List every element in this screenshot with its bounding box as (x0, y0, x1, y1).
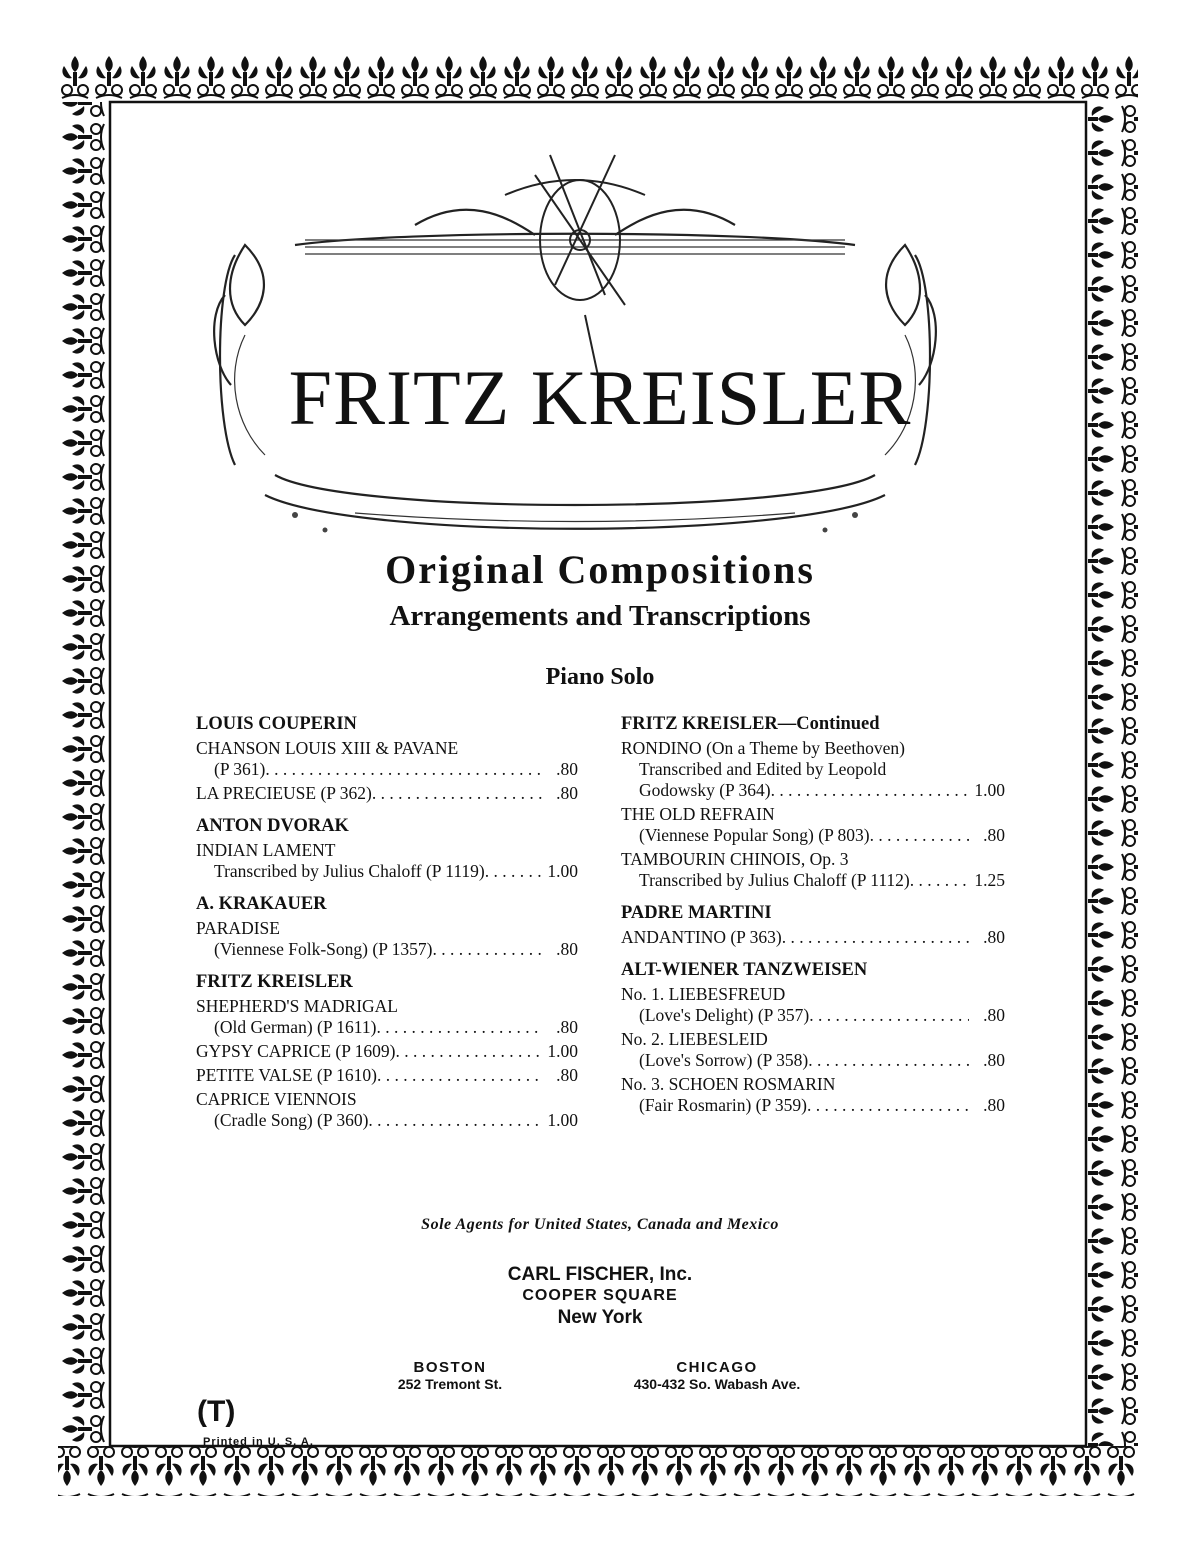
work-title: CAPRICE VIENNOIS (196, 1089, 357, 1109)
work-detail: (P 361) (214, 759, 266, 779)
price: 1.00 (547, 861, 578, 881)
price: .80 (983, 1005, 1005, 1025)
work-title: INDIAN LAMENT (196, 840, 336, 860)
work-title: THE OLD REFRAIN (621, 804, 775, 824)
composer-heading: PADRE MARTINI (621, 903, 772, 923)
work-title: SHEPHERD'S MADRIGAL (196, 996, 398, 1016)
catalog-entry (621, 1029, 1005, 1071)
work-detail: (Viennese Popular Song) (P 803) (639, 825, 870, 845)
composer-heading: LOUIS COUPERIN (196, 714, 357, 734)
work-title: No. 3. SCHOEN ROSMARIN (621, 1074, 836, 1094)
work-title: LA PRECIEUSE (P 362) (196, 783, 372, 803)
sole-agents-note: Sole Agents for United States, Canada and Mexico (421, 1216, 779, 1233)
catalog-entry (621, 1074, 1005, 1116)
branch-address: 430-432 So. Wabash Ave. (633, 1376, 801, 1392)
catalog-entry (196, 1041, 578, 1062)
catalog-entry (196, 1089, 578, 1131)
catalog-entry (621, 849, 1005, 891)
subtitle-secondary: Arrangements and Transcriptions (389, 600, 811, 632)
branch-boston (370, 1359, 530, 1392)
catalog-code: (T) (197, 1395, 236, 1428)
work-detail: Transcribed and Edited by Leopold (639, 759, 887, 779)
catalog-entry (196, 783, 578, 804)
price: 1.00 (547, 1041, 578, 1061)
catalog-entry (196, 1065, 578, 1086)
catalog-entry (196, 996, 578, 1038)
price: .80 (556, 1065, 578, 1085)
publisher-city: New York (557, 1307, 643, 1328)
work-title: RONDINO (On a Theme by Beethoven) (621, 738, 905, 758)
catalog-entry (196, 840, 578, 882)
catalog-entry (621, 927, 1005, 948)
work-title: TAMBOURIN CHINOIS, Op. 3 (621, 849, 849, 869)
catalog-entry (621, 984, 1005, 1026)
work-detail: (Love's Sorrow) (P 358) (639, 1050, 809, 1070)
page-title: FRITZ KREISLER (288, 354, 912, 441)
work-detail: (Fair Rosmarin) (P 359) (639, 1095, 808, 1115)
work-title: PARADISE (196, 918, 280, 938)
catalog-entry (196, 918, 578, 960)
baroque-cartouche-icon (205, 135, 945, 555)
work-detail: (Love's Delight) (P 357) (639, 1005, 810, 1025)
price: .80 (983, 1050, 1005, 1070)
price: .80 (983, 825, 1005, 845)
work-detail: (Old German) (P 1611) (214, 1017, 377, 1037)
branch-city: BOSTON (413, 1359, 487, 1376)
catalog-left-column (196, 714, 578, 1131)
composer-heading: ANTON DVORAK (196, 816, 349, 836)
price: .80 (556, 1017, 578, 1037)
price: .80 (556, 783, 578, 803)
publisher-street: COOPER SQUARE (522, 1287, 678, 1304)
work-title: PETITE VALSE (P 1610) (196, 1065, 377, 1085)
price: 1.00 (547, 1110, 578, 1130)
catalog-entry (621, 804, 1005, 846)
price: .80 (556, 939, 578, 959)
branch-address: 252 Tremont St. (397, 1376, 503, 1392)
catalog-entry (621, 738, 1005, 801)
work-detail: Transcribed by Julius Chaloff (P 1112) (639, 870, 910, 890)
work-title: GYPSY CAPRICE (P 1609) (196, 1041, 396, 1061)
work-detail: Transcribed by Julius Chaloff (P 1119) (214, 861, 485, 881)
subtitle: Original Compositions (385, 547, 815, 592)
work-title: CHANSON LOUIS XIII & PAVANE (196, 738, 459, 758)
work-title: No. 1. LIEBESFREUD (621, 984, 786, 1004)
price: .80 (556, 759, 578, 779)
price: .80 (983, 1095, 1005, 1115)
composer-heading: FRITZ KREISLER (196, 972, 353, 992)
work-title: No. 2. LIEBESLEID (621, 1029, 768, 1049)
work-detail: (Cradle Song) (P 360) (214, 1110, 369, 1130)
publisher-name: CARL FISCHER, Inc. (507, 1264, 693, 1285)
work-title: ANDANTINO (P 363) (621, 927, 782, 947)
price: 1.25 (974, 870, 1005, 890)
catalog-entry (196, 738, 578, 780)
instrument-label: Piano Solo (545, 664, 655, 690)
price: .80 (983, 927, 1005, 947)
composer-heading: ALT-WIENER TANZWEISEN (621, 960, 868, 980)
musical-instruments-trophy-icon (505, 155, 645, 385)
work-detail: (Viennese Folk-Song) (P 1357) (214, 939, 433, 959)
branch-city: CHICAGO (676, 1359, 758, 1376)
printed-note: Printed in U. S. A. (203, 1436, 314, 1448)
composer-heading: A. KRAKAUER (196, 894, 327, 914)
composer-heading: FRITZ KREISLER—Continued (621, 714, 880, 734)
branch-chicago (604, 1359, 830, 1392)
catalog-right-column (621, 714, 1005, 1116)
work-detail: Godowsky (P 364) (639, 780, 771, 800)
price: 1.00 (974, 780, 1005, 800)
